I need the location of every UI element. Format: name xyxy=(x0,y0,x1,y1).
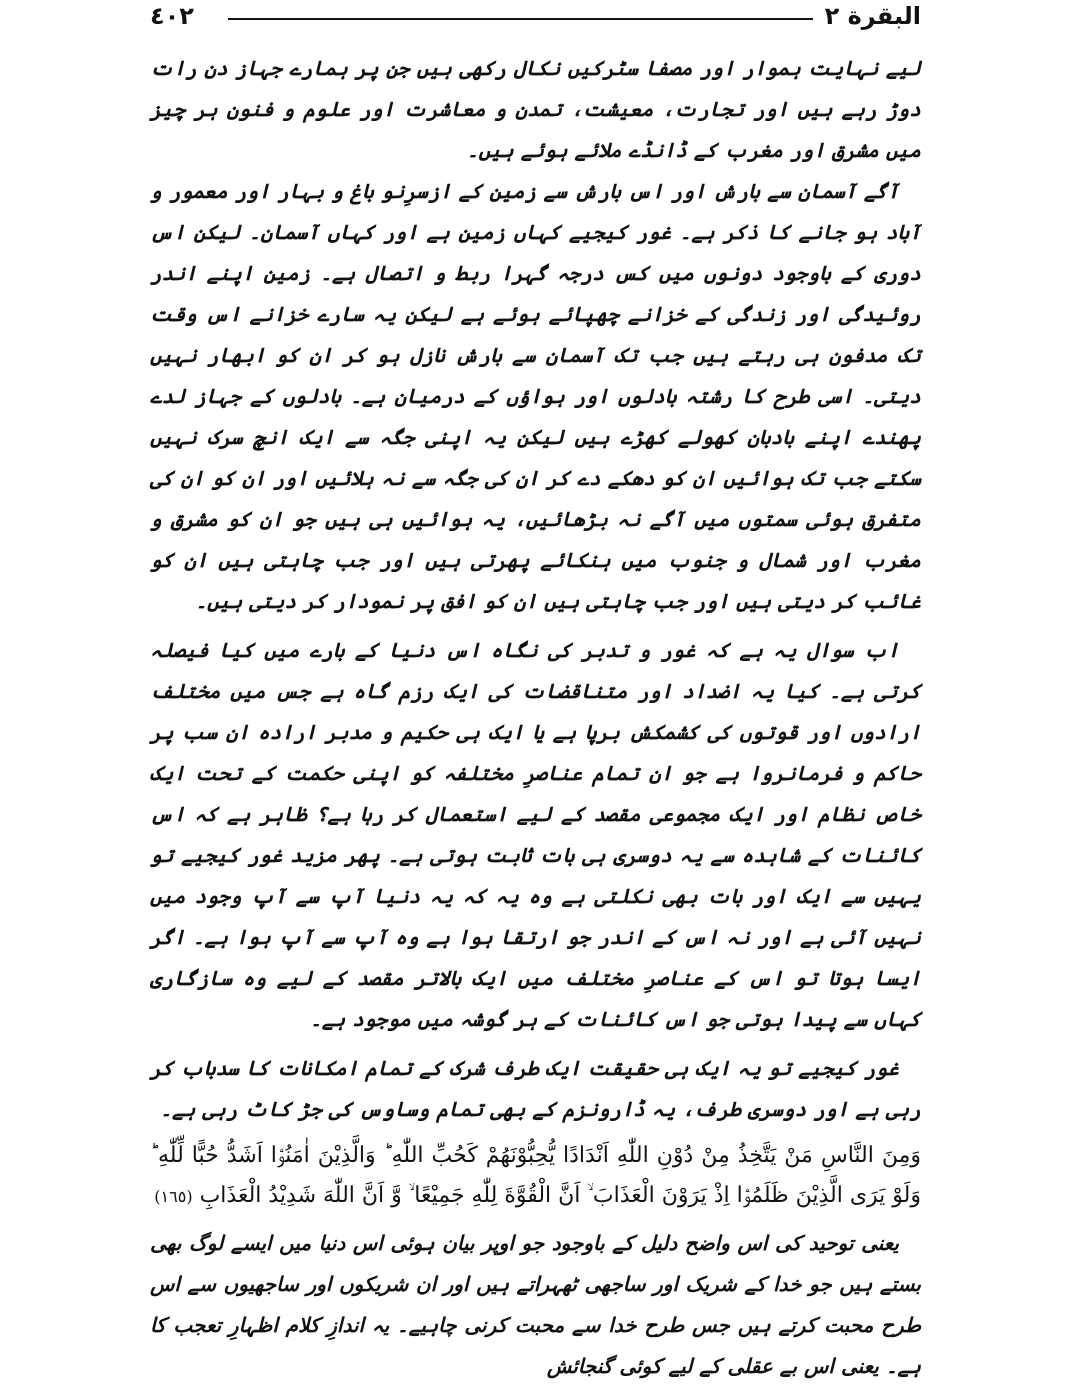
page-body xyxy=(150,48,921,1387)
paragraph-4: غور کیجیے تو یہ ایک ہی حقیقت ایک طرف شرک کے تمام امکانات کا سدباب کر رہی ہے اور دوسری طرف، یہ ڈارونزم کے بھی تمام وساوس کی جڑ کاٹ رہی ہے۔ xyxy=(150,1056,921,1121)
paragraph-3: اب سوال یہ ہے کہ غور و تدبر کی نگاہ اس دنیا کے بارے میں کیا فیصلہ کرتی ہے۔ کیا یہ اضداد اور متناقضات کی ایک رزم گاہ ہے جس میں مختلف ارادوں اور قوتوں کی کشمکش برپا ہے یا ایک ہی حکیم و مدبر ارادہ ان سب پر حاکم و فرمانروا ہے جو ان تمام عناصرِ مختلفہ کو اپنی حکمت کے تحت ایک خاص نظام اور ایک مجموعی مقصد کے لیے استعمال کر رہا ہے؟ ظاہر ہے کہ اس کائنات کے شاہدہ سے یہ دوسری ہی بات ثابت ہوتی ہے۔ پھر مزید غور کیجیے تو یہیں سے ایک اور بات بھی نکلتی ہے وہ یہ کہ یہ دنیا آپ سے آپ وجود میں نہیں آئی ہے اور نہ اس کے اندر جو ارتقا ہوا ہے وہ آپ سے آپ ہوا ہے۔ اگر ایسا ہوتا تو اس کے عناصرِ مختلف میں ایک بالاتر مقصد کے لیے وہ سازگاری کہاں سے پیدا ہوتی جو اس کائنات کے ہر گوشہ میں موجود ہے۔ xyxy=(150,638,921,1031)
surah-title: البقرة ٢ xyxy=(824,2,921,30)
quran-verse xyxy=(150,1136,921,1217)
paragraph-1: لیے نہایت ہموار اور مصفا سٹرکیں نکال رکھی ہیں جن پر ہمارے جہاز دن رات دوڑ رہے ہیں اور تجارت، معیشت، تمدن و معاشرت اور علوم و فنون ہر چیز میں مشرق اور مغرب کے ڈانڈے ملائے ہوئے ہیں۔ xyxy=(150,56,921,162)
header-rule xyxy=(228,18,813,20)
verse-text: وَمِنَ النَّاسِ مَنْ يَتَّخِذُ مِنْ دُوْنِ اللّٰهِ اَنْدَادًا يُّحِبُّوْنَهُمْ كَحُبِّ اللّٰهِ ؕ وَالَّذِيْنَ اٰمَنُوْۤا اَشَدُّ حُبًّا لِّلّٰهِ ؕ وَلَوْ يَرَى الَّذِيْنَ ظَلَمُوْۤا اِذْ يَرَوْنَ الْعَذَابَ ۙ اَنَّ الْقُوَّةَ لِلّٰهِ جَمِيْعًا ۙ وَّ اَنَّ اللّٰهَ شَدِيْدُ الْعَذَابِ xyxy=(150,1143,921,1208)
verse-reference: (١٦٥) xyxy=(154,1187,193,1206)
paragraph-2: آگے آسمان سے بارش اور اس بارش سے زمین کے ازسرِنو باغ و بہار اور معمور و آباد ہو جانے کا ذکر ہے۔ غور کیجیے کہاں زمین ہے اور کہاں آسمان۔ لیکن اس دوری کے باوجود دونوں میں کس درجہ گہرا ربط و اتصال ہے۔ زمین اپنے اندر روئیدگی اور زندگی کے خزانے چھپائے ہوئے ہے لیکن یہ سارے خزانے اس وقت تک مدفون ہی رہتے ہیں جب تک آسمان سے بارش نازل ہو کر ان کو ابھار نہیں دیتی۔ اسی طرح کا رشتہ بادلوں اور ہواؤں کے درمیان ہے۔ بادلوں کے جہاز لدے پھندے اپنے بادبان کھولے کھڑے ہیں لیکن یہ اپنی جگہ سے ایک انچ سرک نہیں سکتے جب تک ہوائیں ان کو دھکے دے کر ان کی جگہ سے نہ ہلائیں اور ان کو ان کی متفرق ہوئی سمتوں میں آگے نہ بڑھائیں، یہ ہوائیں ہی ہیں جو ان کو مشرق و مغرب اور شمال و جنوب میں ہنکائے پھرتی ہیں اور جب چاہتی ہیں ان کو غائب کر دیتی ہیں اور جب چاہتی ہیں ان کو افق پر نمودار کر دیتی ہیں۔ xyxy=(150,179,921,613)
page-header xyxy=(150,0,921,46)
closing-paragraph: یعنی توحید کی اس واضح دلیل کے باوجود جو اوپر بیان ہوئی اس دنیا میں ایسے لوگ بھی بستے ہیں جو خدا کے شریک اور ساجھی ٹھہراتے ہیں اور ان شریکوں اور ساجھیوں سے اس طرح محبت کرتے ہیں جس طرح خدا سے محبت کرنی چاہیے۔ یہ اندازِ کلام اظہارِ تعجب کا ہے۔ یعنی اس بے عقلی کے لیے کوئی گنجائش xyxy=(150,1231,921,1378)
page-number: ٤٠٢ xyxy=(150,2,194,30)
